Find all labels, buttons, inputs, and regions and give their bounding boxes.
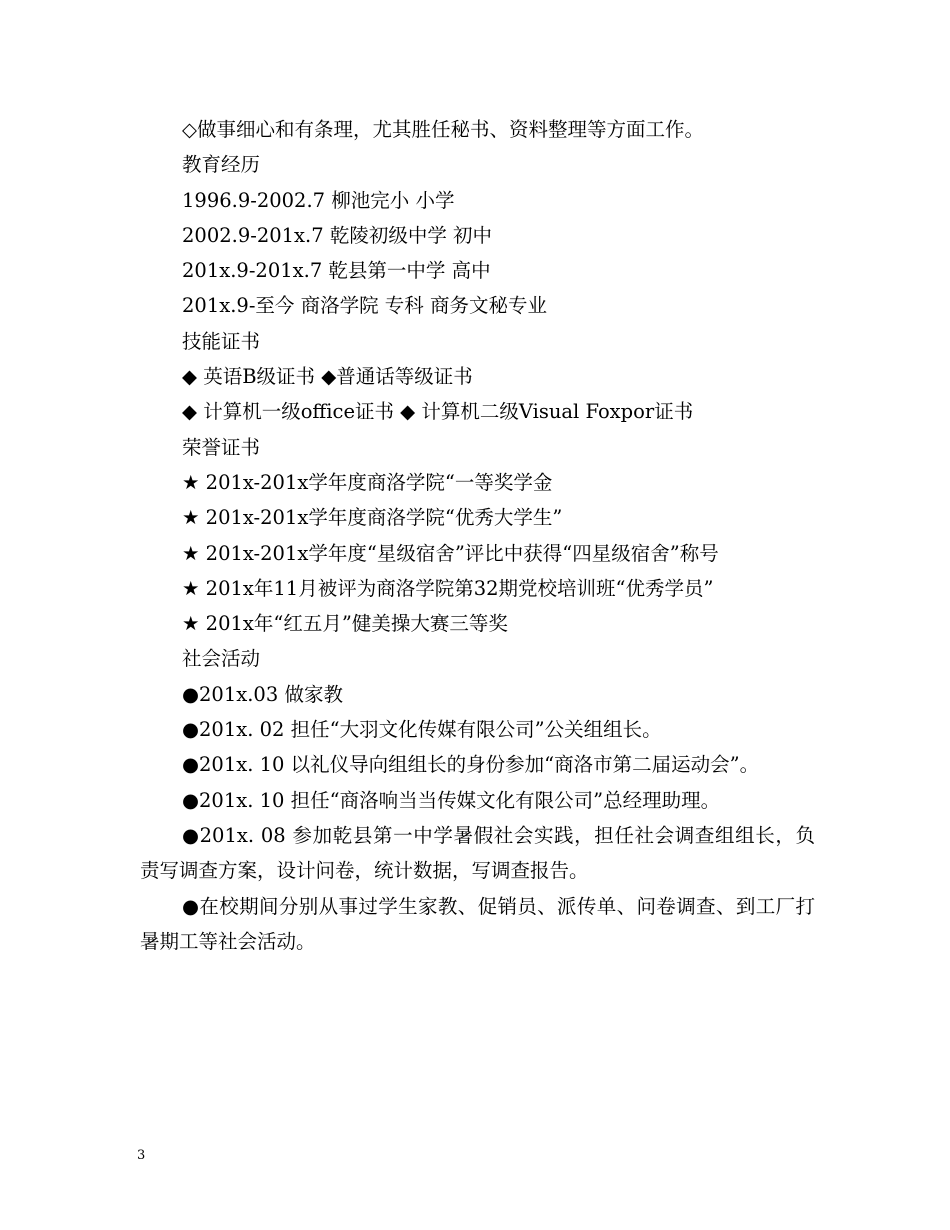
skills-line-2: ◆ 计算机一级office证书 ◆ 计算机二级Visual Foxpor证书 (182, 400, 694, 424)
education-entry-junior: 2002.9-201x.7 乾陵初级中学 初中 (182, 223, 493, 247)
heading-social-activities: 社会活动 (182, 647, 261, 671)
activity-pr-leader: ●201x. 02 担任“大羽文化传媒有限公司”公关组组长。 (182, 718, 662, 742)
education-entry-senior: 201x.9-201x.7 乾县第一中学 高中 (182, 259, 491, 283)
honor-aerobics: ★ 201x年“红五月”健美操大赛三等奖 (182, 612, 508, 636)
heading-skills: 技能证书 (182, 329, 261, 353)
text-line-strength: ◇做事细心和有条理，尤其胜任秘书、资料整理等方面工作。 (182, 118, 704, 141)
honor-party-school: ★ 201x年11月被评为商洛学院第32期党校培训班“优秀学员” (182, 576, 714, 600)
honor-excellent-student: ★ 201x-201x学年度商洛学院“优秀大学生” (182, 506, 563, 530)
skills-line-1: ◆ 英语B级证书 ◆普通话等级证书 (182, 365, 473, 389)
honor-star-dorm: ★ 201x-201x学年度“星级宿舍”评比中获得“四星级宿舍”称号 (182, 541, 719, 565)
honor-scholarship: ★ 201x-201x学年度商洛学院“一等奖学金 (182, 470, 553, 494)
heading-honors: 荣誉证书 (182, 435, 261, 459)
page-content (140, 112, 815, 959)
activity-tutor: ●201x.03 做家教 (182, 682, 343, 706)
activity-social-practice: ●201x. 08 参加乾县第一中学暑假社会实践，担任社会调查组组长，负责写调查方案，设计问卷，统计数据，写调查报告。 (140, 823, 815, 883)
education-entry-college: 201x.9-至今 商洛学院 专科 商务文秘专业 (182, 294, 548, 318)
page-number: 3 (137, 1148, 146, 1163)
activity-sports-meeting: ●201x. 10 以礼仪导向组组长的身份参加“商洛市第二届运动会”。 (182, 753, 760, 777)
activity-school-jobs: ●在校期间分别从事过学生家教、促销员、派传单、问卷调查、到工厂打暑期工等社会活动。 (140, 894, 815, 953)
education-entry-primary: 1996.9-2002.7 柳池完小 小学 (182, 188, 455, 212)
heading-education: 教育经历 (182, 153, 261, 177)
activity-assistant: ●201x. 10 担任“商洛响当当传媒文化有限公司”总经理助理。 (182, 788, 721, 812)
